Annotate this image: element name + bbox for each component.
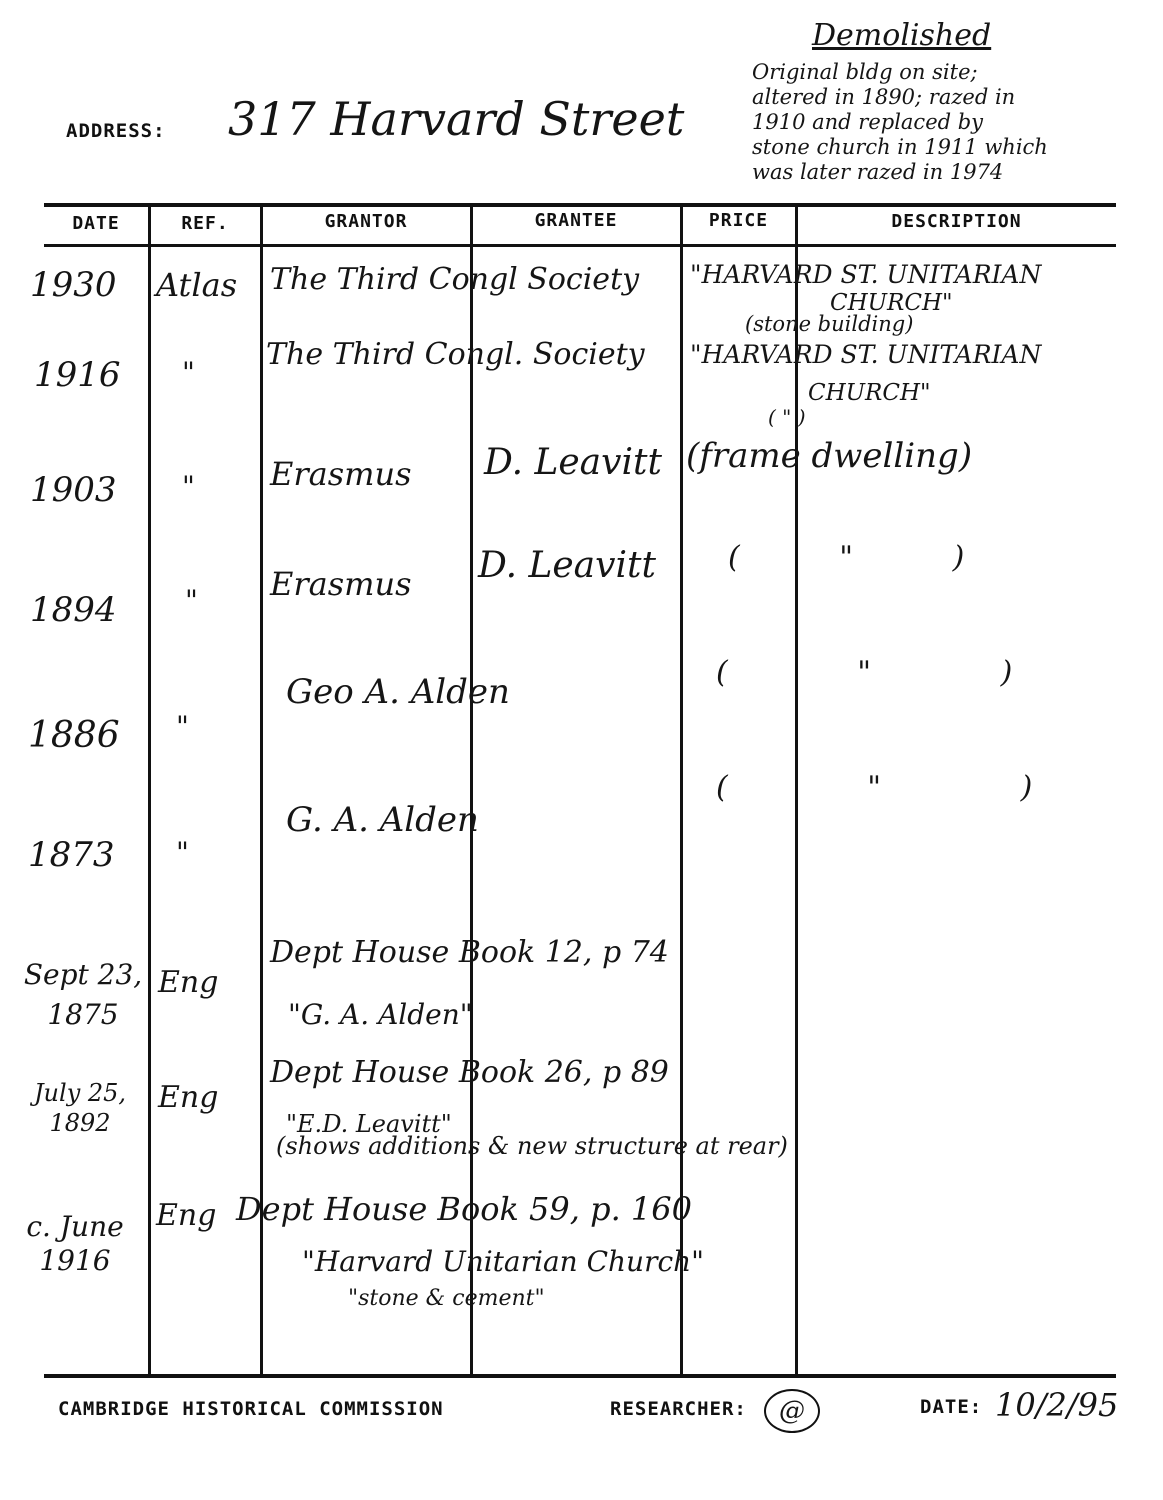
row-date: 1873 (28, 835, 115, 875)
note-line: 1910 and replaced by (752, 110, 984, 134)
note-line: Original bldg on site; (752, 60, 978, 84)
history-note (752, 60, 1048, 185)
row-description: ( " ) (768, 405, 806, 429)
row-grantor: Geo A. Alden (286, 672, 510, 712)
row-description: ( " ) (716, 655, 1013, 690)
table-bottom-rule (44, 1374, 1116, 1378)
researcher-initials (764, 1389, 820, 1433)
date-value: 10/2/95 (995, 1386, 1119, 1424)
col-divider (148, 205, 151, 1375)
col-header-price: PRICE (708, 210, 769, 231)
row-ref: Atlas (156, 266, 238, 304)
row-grantee: D. Leavitt (484, 442, 662, 483)
note-line: stone church in 1911 which (752, 135, 1048, 159)
row-date: 1886 (28, 715, 120, 756)
row-grantor: The Third Congl Society (270, 262, 640, 297)
row-description: ( " ) (728, 540, 965, 575)
row-description: CHURCH" (808, 380, 931, 406)
row-date: 1903 (30, 470, 117, 510)
col-header-ref: REF. (181, 213, 229, 234)
researcher-value: @ (779, 1396, 805, 1426)
note-line: was later razed in 1974 (752, 160, 1004, 184)
row-grantor: Erasmus (270, 565, 412, 603)
row-description: "HARVARD ST. UNITARIAN (690, 260, 1042, 289)
col-header-grantor: GRANTOR (324, 211, 408, 232)
note-line: altered in 1890; razed in (752, 85, 1016, 109)
entry-line: "Harvard Unitarian Church" (302, 1245, 705, 1278)
col-header-description: DESCRIPTION (891, 211, 1022, 232)
row-grantor: Erasmus (270, 455, 412, 493)
col-header-grantee: GRANTEE (534, 210, 618, 231)
row-ref: Eng (158, 965, 219, 1000)
row-date: c. June 1916 (26, 1210, 124, 1277)
row-description: "HARVARD ST. UNITARIAN (690, 340, 1042, 369)
header-bottom-rule (44, 244, 1116, 247)
row-ref: " (182, 356, 195, 389)
row-grantee: D. Leavitt (478, 545, 656, 586)
entry-line: Dept House Book 12, p 74 (270, 935, 669, 970)
entry-line: "stone & cement" (348, 1286, 545, 1311)
demolished-status: Demolished (812, 18, 992, 53)
entry-line: (shows additions & new structure at rear) (276, 1132, 788, 1160)
row-ref: Eng (158, 1080, 219, 1115)
row-description: CHURCH" (830, 290, 953, 316)
address-value: 317 Harvard Street (228, 92, 685, 146)
row-date: 1930 (30, 265, 117, 305)
row-date: 1894 (30, 590, 117, 630)
entry-line: Dept House Book 59, p. 160 (236, 1190, 692, 1228)
row-ref: " (182, 470, 195, 503)
row-date: July 25, 1892 (33, 1079, 127, 1137)
row-ref: " (185, 584, 198, 617)
row-grantor: G. A. Alden (286, 800, 479, 840)
row-date: 1916 (34, 355, 121, 395)
row-ref: " (176, 836, 189, 869)
entry-line: "E.D. Leavitt" (286, 1110, 452, 1138)
entry-line: Dept House Book 26, p 89 (270, 1055, 669, 1090)
entry-line: "G. A. Alden" (288, 998, 473, 1031)
row-date: Sept 23, 1875 (23, 958, 143, 1031)
row-grantor: The Third Congl. Society (266, 337, 645, 372)
col-header-date: DATE (72, 213, 120, 234)
row-description: (stone building) (745, 312, 914, 336)
row-ref: " (176, 710, 189, 743)
table-top-rule (44, 203, 1116, 207)
date-label: DATE: (920, 1396, 983, 1418)
researcher-label: RESEARCHER: (610, 1398, 747, 1420)
row-description: (frame dwelling) (686, 436, 973, 476)
row-description: ( " ) (716, 770, 1033, 805)
org-name: CAMBRIDGE HISTORICAL COMMISSION (58, 1398, 444, 1420)
row-ref: Eng (156, 1198, 217, 1233)
address-label: ADDRESS: (66, 120, 166, 142)
